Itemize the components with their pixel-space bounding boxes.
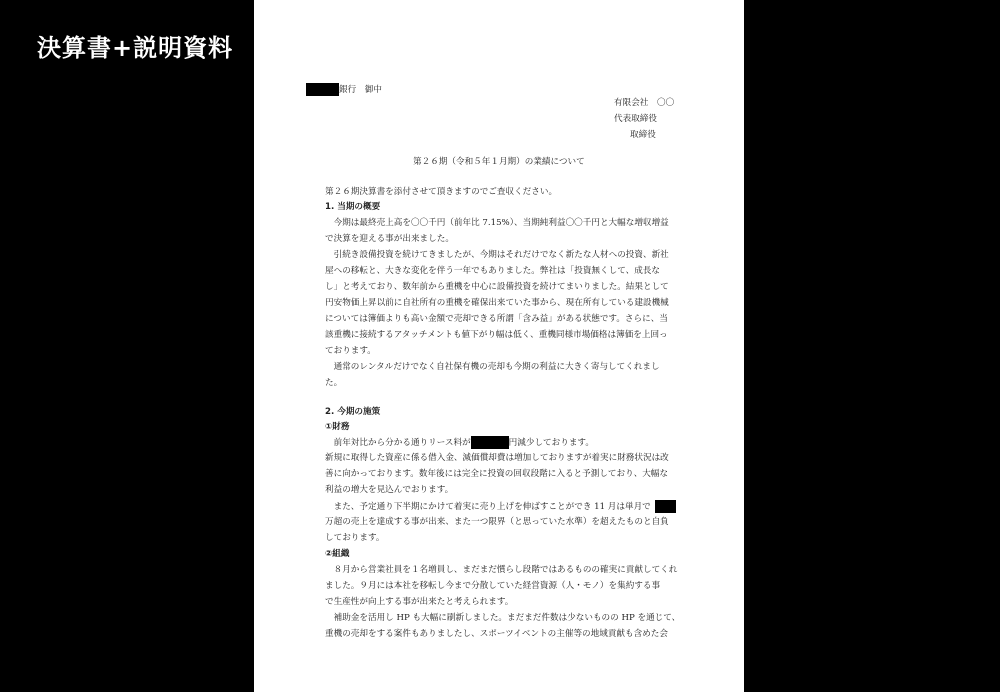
subsection-organization-heading: ②組織 [325, 549, 350, 559]
body-line: 重機の売却をする案件もありましたし、スポーツイベントの主催等の地域貢献も含めた会 [325, 629, 668, 639]
body-text: 円減少しております。 [508, 438, 594, 448]
body-line: で生産性が向上する事が出来たと考えられます。 [325, 597, 514, 607]
body-line: 通常のレンタルだけでなく自社保有機の売却も今期の利益に大きく寄与してくれまし [325, 362, 660, 372]
body-line: 万超の売上を達成する事が出来、また一つ限界（と思っていた水準）を超えたものと自負 [325, 517, 669, 527]
body-line: については簿価よりも高い金額で売却できる所謂「含み益」がある状態です。さらに、当 [325, 314, 668, 324]
slide-title: 決算書+説明資料 [37, 34, 234, 62]
body-line: 円安物価上昇以前に自社所有の重機を確保出来ていた事から、現在所有している建設機械 [325, 298, 669, 308]
body-line: 新規に取得した資産に係る借入金、減価償却費は増加しておりますが着実に財務状況は改 [325, 453, 669, 463]
body-line: しております。 [325, 533, 385, 543]
sender-representative: 代表取締役 [614, 114, 657, 124]
body-line: ました。９月には本社を移転し今まで分散していた経営資源（人・モノ）を集約する事 [325, 581, 661, 591]
section-1-heading: 1. 当期の概要 [325, 202, 381, 212]
body-line: 今期は最終売上高を〇〇千円（前年比 7.15%）、当期純利益〇〇千円と大幅な増収増益 [325, 218, 669, 228]
body-line: 補助金を活用し HP も大幅に刷新しました。まだまだ件数は少ないものの HP を通じて、 [325, 613, 681, 623]
body-line: 善に向かっております。数年後には完全に投資の回収段階に入ると予測しており、大幅な [325, 469, 669, 479]
section-2-heading: 2. 今期の施策 [325, 407, 381, 417]
intro-text: 第２６期決算書を添付させて頂きますのでご査収ください。 [325, 187, 558, 197]
body-line: 利益の増大を見込んでおります。 [325, 485, 454, 495]
sender-director: 取締役 [630, 130, 656, 140]
body-line: ８月から営業社員を１名増員し、まだまだ慣らし段階ではあるものの確実に貢献してくれ [325, 565, 678, 575]
addressee-line [306, 83, 382, 96]
body-line: ております。 [325, 346, 376, 356]
subsection-finance-heading: ①財務 [325, 422, 350, 432]
body-line: 屋への移転と、大きな変化を伴う一年でもありました。弊社は「投資無くして、成長な [325, 266, 660, 276]
body-text: 前年対比から分かる通りリース料が [325, 438, 471, 448]
addressee: 銀行 御中 [339, 85, 382, 95]
body-line [325, 436, 594, 449]
redacted-amount [655, 500, 676, 513]
body-line [325, 500, 676, 513]
body-line: 引続き設備投資を続けてきましたが、今期はそれだけでなく新たな人材への投資、新社 [325, 250, 669, 260]
body-text: また、予定通り下半期にかけて着実に売り上げを伸ばすことができ 11 月は単月で [325, 502, 651, 512]
body-line: た。 [325, 378, 343, 388]
body-line: 該重機に接続するアタッチメントも値下がり幅は低く、重機同様市場価格は簿価を上回っ [325, 330, 668, 340]
letter-subject: 第２６期（令和５年１月期）の業績について [413, 157, 585, 167]
document-page [254, 0, 744, 692]
body-line: し」と考えており、数年前から重機を中心に設備投資を続けてまいりました。結果として [325, 282, 669, 292]
sender-company: 有限会社 〇〇 [614, 98, 675, 108]
body-line: で決算を迎える事が出来ました。 [325, 234, 454, 244]
redacted-amount [471, 436, 509, 449]
redacted-bank-name [306, 83, 339, 96]
